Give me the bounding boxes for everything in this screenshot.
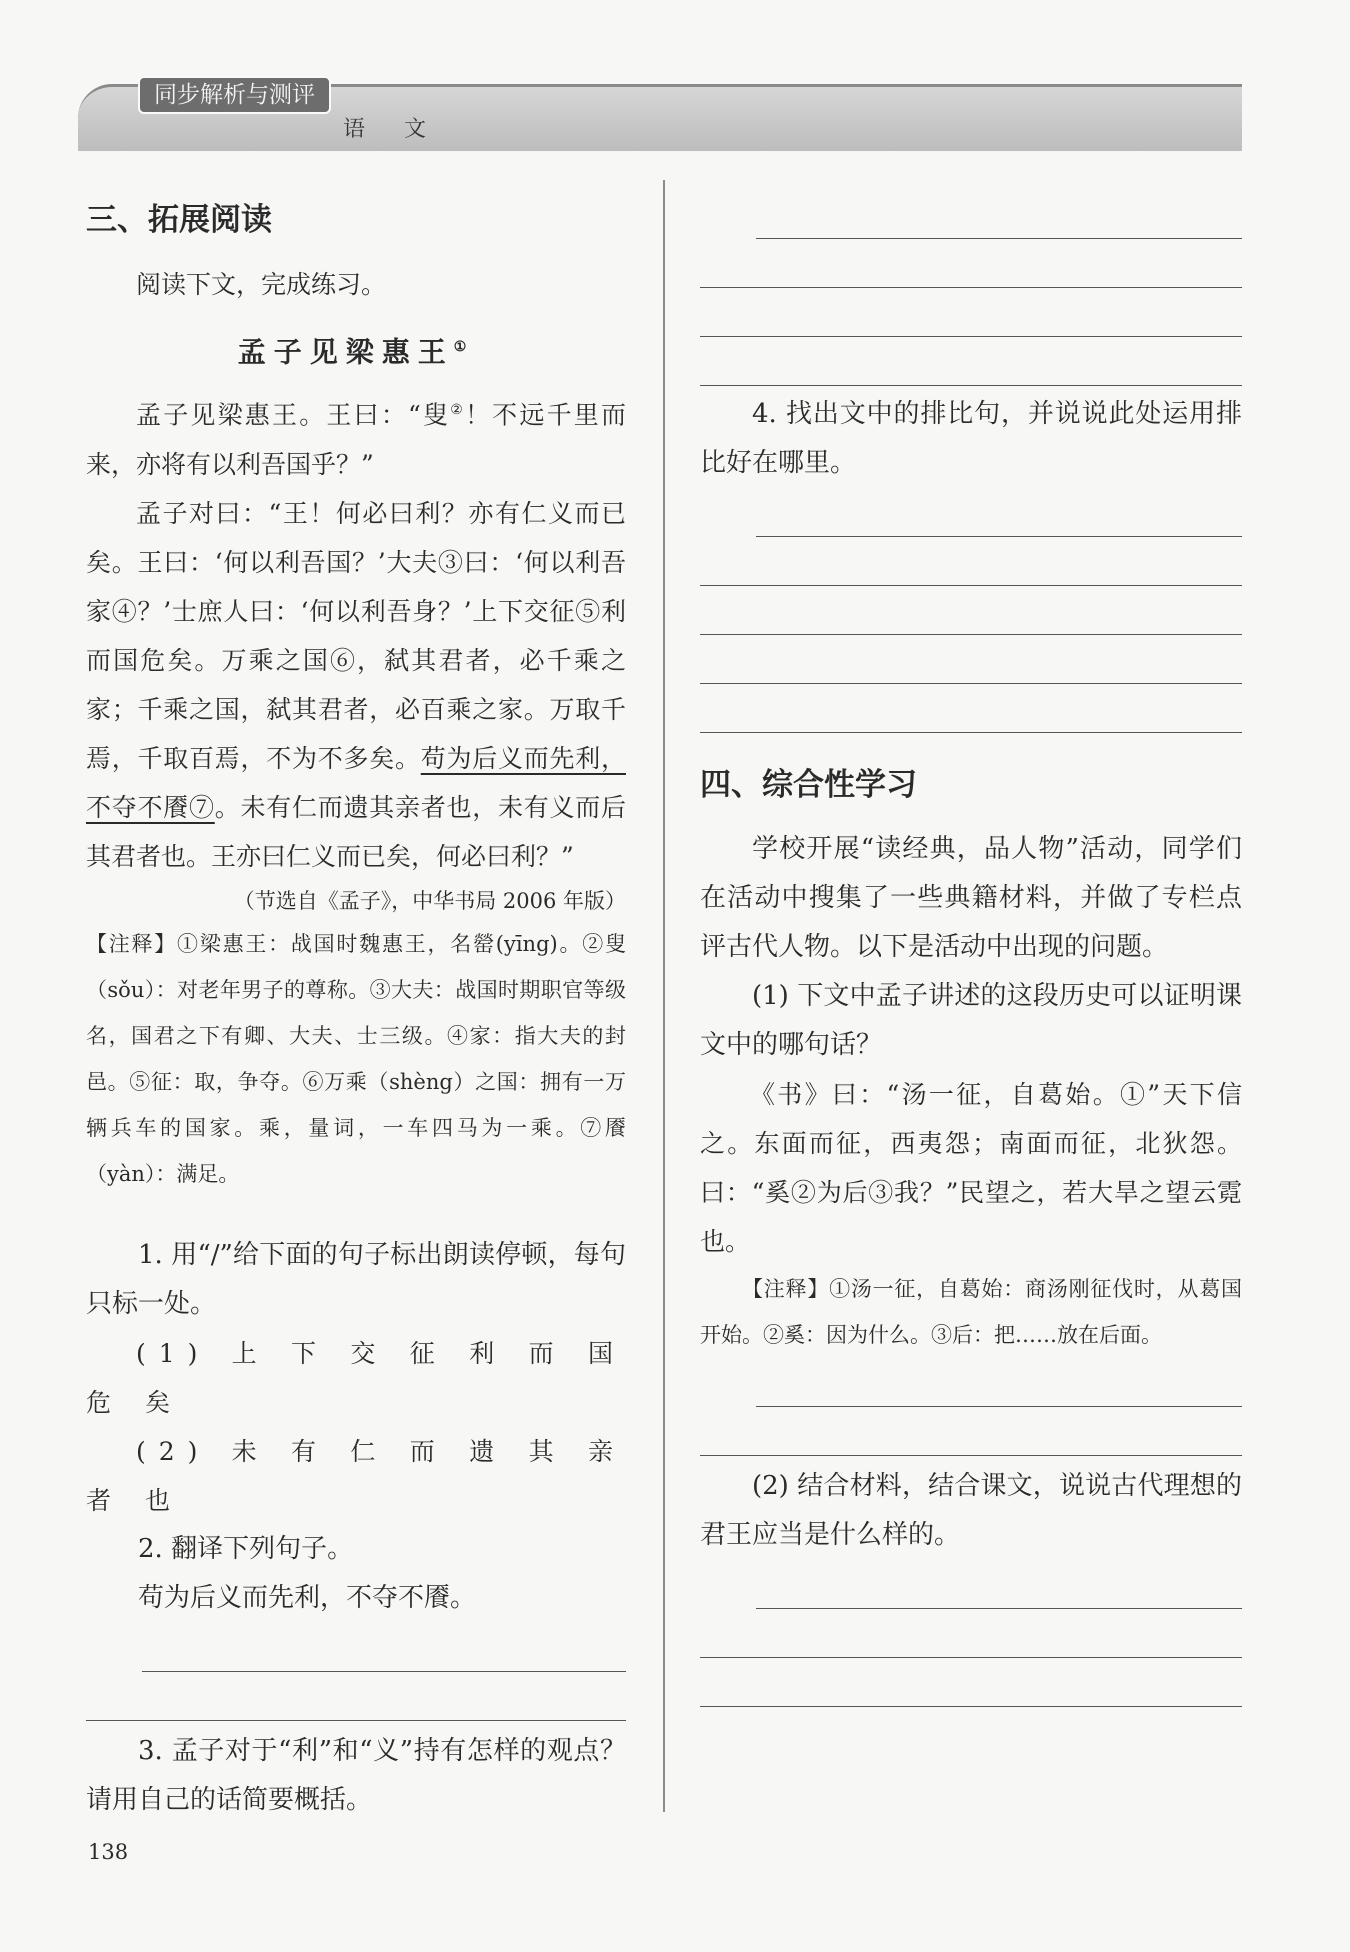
book-quote: 《书》曰：“汤一征，自葛始。①”天下信之。东面而征，西夷怨；南面而征，北狄怨。曰：“奚②为后③我？”民望之，若大旱之望云霓也。 [700, 1080, 1242, 1256]
reading-instruction: 阅读下文，完成练习。 [136, 270, 387, 299]
answer-line[interactable] [700, 239, 1242, 288]
answer-line[interactable] [86, 1672, 626, 1721]
answer-line[interactable] [700, 337, 1242, 386]
quote-notes: 【注释】①汤一征，自葛始：商汤刚征伐时，从葛国开始。②奚：因为什么。③后：把……放在后面。 [700, 1277, 1242, 1347]
answer-line[interactable] [756, 488, 1242, 537]
passage-paragraph-2: 孟子对曰：“王！何必曰利？亦有仁义而已矣。王曰：‘何以利吾国？’大夫③曰：‘何以利吾家④？’士庶人曰：‘何以利吾身？’上下交征⑤利而国危矣。万乘之国⑥，弑其君者，必千乘之家；千乘之国，弑其君者，必百乘之家。万取千焉，千取百焉，不为不多矣。苟为后义而先利，不夺不餍⑦。未有仁而遗其亲者也，未有义而后其君者也。王亦曰仁义而已矣，何必曰利？” [86, 498, 626, 871]
passage-paragraph-1: 孟子见梁惠王。王曰：“叟②！不远千里而来，亦将有以利吾国乎？” [86, 400, 626, 479]
right-column [700, 190, 1242, 1707]
answer-line[interactable] [756, 1560, 1242, 1609]
question-2: 2. 翻译下列句子。 [138, 1533, 354, 1564]
question-3: 3. 孟子对于“利”和“义”持有怎样的观点？请用自己的话简要概括。 [86, 1735, 626, 1815]
answer-line[interactable] [700, 586, 1242, 635]
page-number: 138 [88, 1840, 129, 1864]
underlined-sentence: 苟为后义而先利，不夺不餍⑦ [86, 743, 626, 822]
answer-line[interactable] [700, 1658, 1242, 1707]
passage-notes: 【注释】①梁惠王：战国时魏惠王，名罃(yīng)。②叟（sǒu）：对老年男子的尊称。③大夫：战国时期职官等级名，国君之下有卿、大夫、士三级。④家：指大夫的封邑。⑤征：取，争夺。⑥万乘（shèng）之国：拥有一万辆兵车的国家。乘，量词，一车四马为一乘。⑦餍（yàn）：满足。 [86, 931, 626, 1186]
question-1: 1. 用“/”给下面的句子标出朗读停顿，每句只标一处。 [86, 1239, 626, 1319]
answer-line[interactable] [700, 288, 1242, 337]
left-column [86, 190, 626, 1825]
book-series-tag: 同步解析与测评 [138, 76, 331, 114]
question-2-sentence: 苟为后义而先利，不夺不餍。 [138, 1582, 477, 1613]
answer-line[interactable] [700, 537, 1242, 586]
subject-label: 语 文 [343, 117, 442, 142]
answer-line[interactable] [756, 190, 1242, 239]
answer-line[interactable] [700, 1407, 1242, 1456]
activity-intro: 学校开展“读经典，品人物”活动，同学们在活动中搜集了一些典籍材料，并做了专栏点评古代人物。以下是活动中出现的问题。 [700, 834, 1242, 962]
answer-line[interactable] [700, 1609, 1242, 1658]
answer-line[interactable] [700, 684, 1242, 733]
section-four-title: 四、综合性学习 [700, 767, 917, 803]
answer-line[interactable] [756, 1358, 1242, 1407]
column-divider [663, 180, 665, 1812]
answer-line[interactable] [142, 1623, 626, 1672]
sub-question-2: (2) 结合材料，结合课文，说说古代理想的君王应当是什么样的。 [700, 1471, 1242, 1550]
question-1-item-b: (2) 未 有 仁 而 遗 其 亲 者 也 [86, 1436, 626, 1515]
passage-title: 孟子见梁惠王① [237, 335, 475, 369]
passage-source: （节选自《孟子》，中华书局 2006 年版） [233, 888, 626, 913]
section-three-title: 三、拓展阅读 [86, 202, 272, 238]
question-1-item-a: (1) 上 下 交 征 利 而 国 危 矣 [86, 1338, 626, 1417]
answer-line[interactable] [700, 635, 1242, 684]
sub-question-1: (1) 下文中孟子讲述的这段历史可以证明课文中的哪句话？ [700, 981, 1242, 1060]
question-4: 4. 找出文中的排比句，并说说此处运用排比好在哪里。 [700, 399, 1242, 478]
